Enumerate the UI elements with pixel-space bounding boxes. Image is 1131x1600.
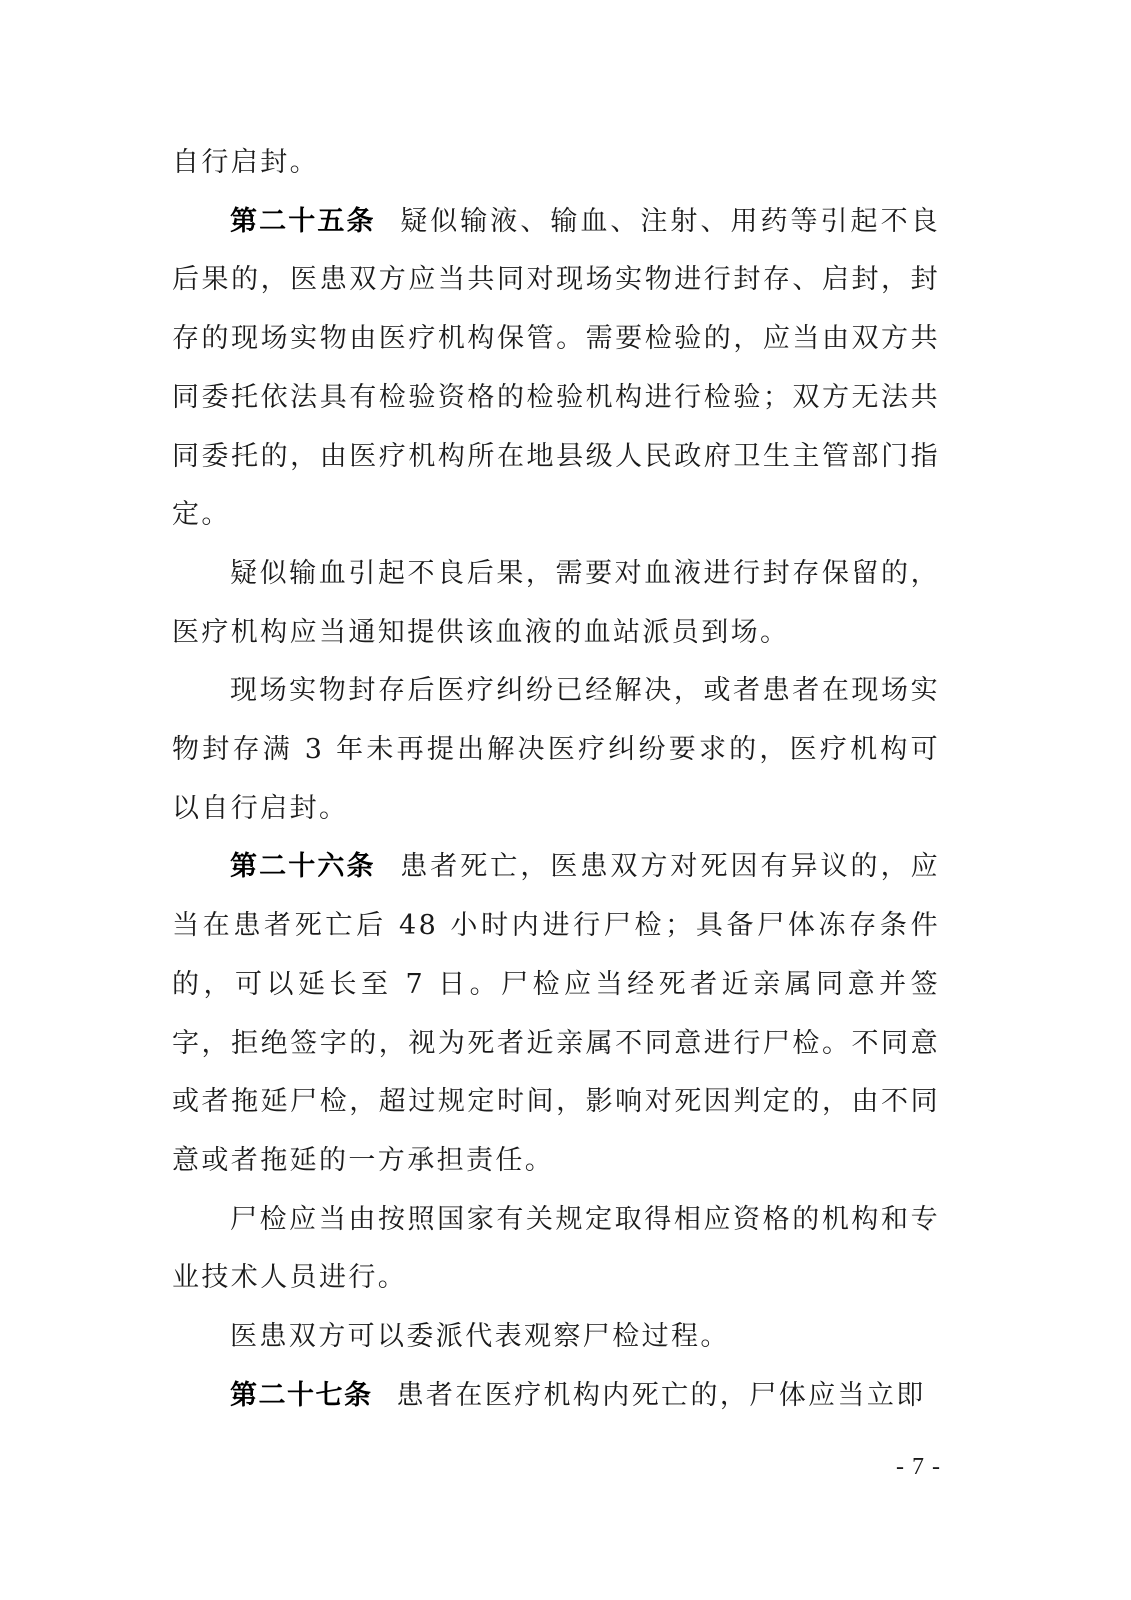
- article-25: [172, 193, 940, 545]
- article-27: [172, 1367, 940, 1426]
- article-text: 患者在医疗机构内死亡的，尸体应当立即: [396, 1379, 926, 1411]
- article-number: 第二十七条: [230, 1379, 373, 1411]
- paragraph-autopsy-institution: [172, 1191, 940, 1308]
- paragraph-continuation: [172, 134, 940, 193]
- document-body: [172, 134, 940, 1425]
- paragraph-text: 尸检应当由按照国家有关规定取得相应资格的机构和专业技术人员进行。: [172, 1203, 940, 1294]
- paragraph-text: 自行启封。: [172, 147, 319, 178]
- paragraph-autopsy-observe: [172, 1308, 940, 1367]
- paragraph-unseal: [172, 662, 940, 838]
- page-number: - 7 -: [896, 1454, 941, 1480]
- article-number: 第二十五条: [230, 205, 376, 237]
- article-26: [172, 838, 940, 1190]
- paragraph-text: 医患双方可以委派代表观察尸检过程。: [230, 1321, 730, 1353]
- paragraph-text: 现场实物封存后医疗纠纷已经解决，或者患者在现场实物封存满 3 年未再提出解决医疗纠纷要求的，医疗机构可以自行启封。: [172, 675, 940, 824]
- paragraph-blood-seal: [172, 545, 940, 662]
- article-number: 第二十六条: [230, 851, 376, 883]
- paragraph-text: 疑似输血引起不良后果，需要对血液进行封存保留的，医疗机构应当通知提供该血液的血站派员到场。: [172, 557, 940, 648]
- article-text: 疑似输液、输血、注射、用药等引起不良后果的，医患双方应当共同对现场实物进行封存、启封，封存的现场实物由医疗机构保管。需要检验的，应当由双方共同委托依法具有检验资格的检验机构进行检验；双方无法共同委托的，由医疗机构所在地县级人民政府卫生主管部门指定。: [172, 205, 940, 531]
- article-text: 患者死亡，医患双方对死因有异议的，应当在患者死亡后 48 小时内进行尸检；具备尸体冻存条件的，可以延长至 7 日。尸检应当经死者近亲属同意并签字，拒绝签字的，视为死者近亲属不同意进行尸检。不同意或者拖延尸检，超过规定时间，影响对死因判定的，由不同意或者拖延的一方承担责任。: [172, 851, 940, 1176]
